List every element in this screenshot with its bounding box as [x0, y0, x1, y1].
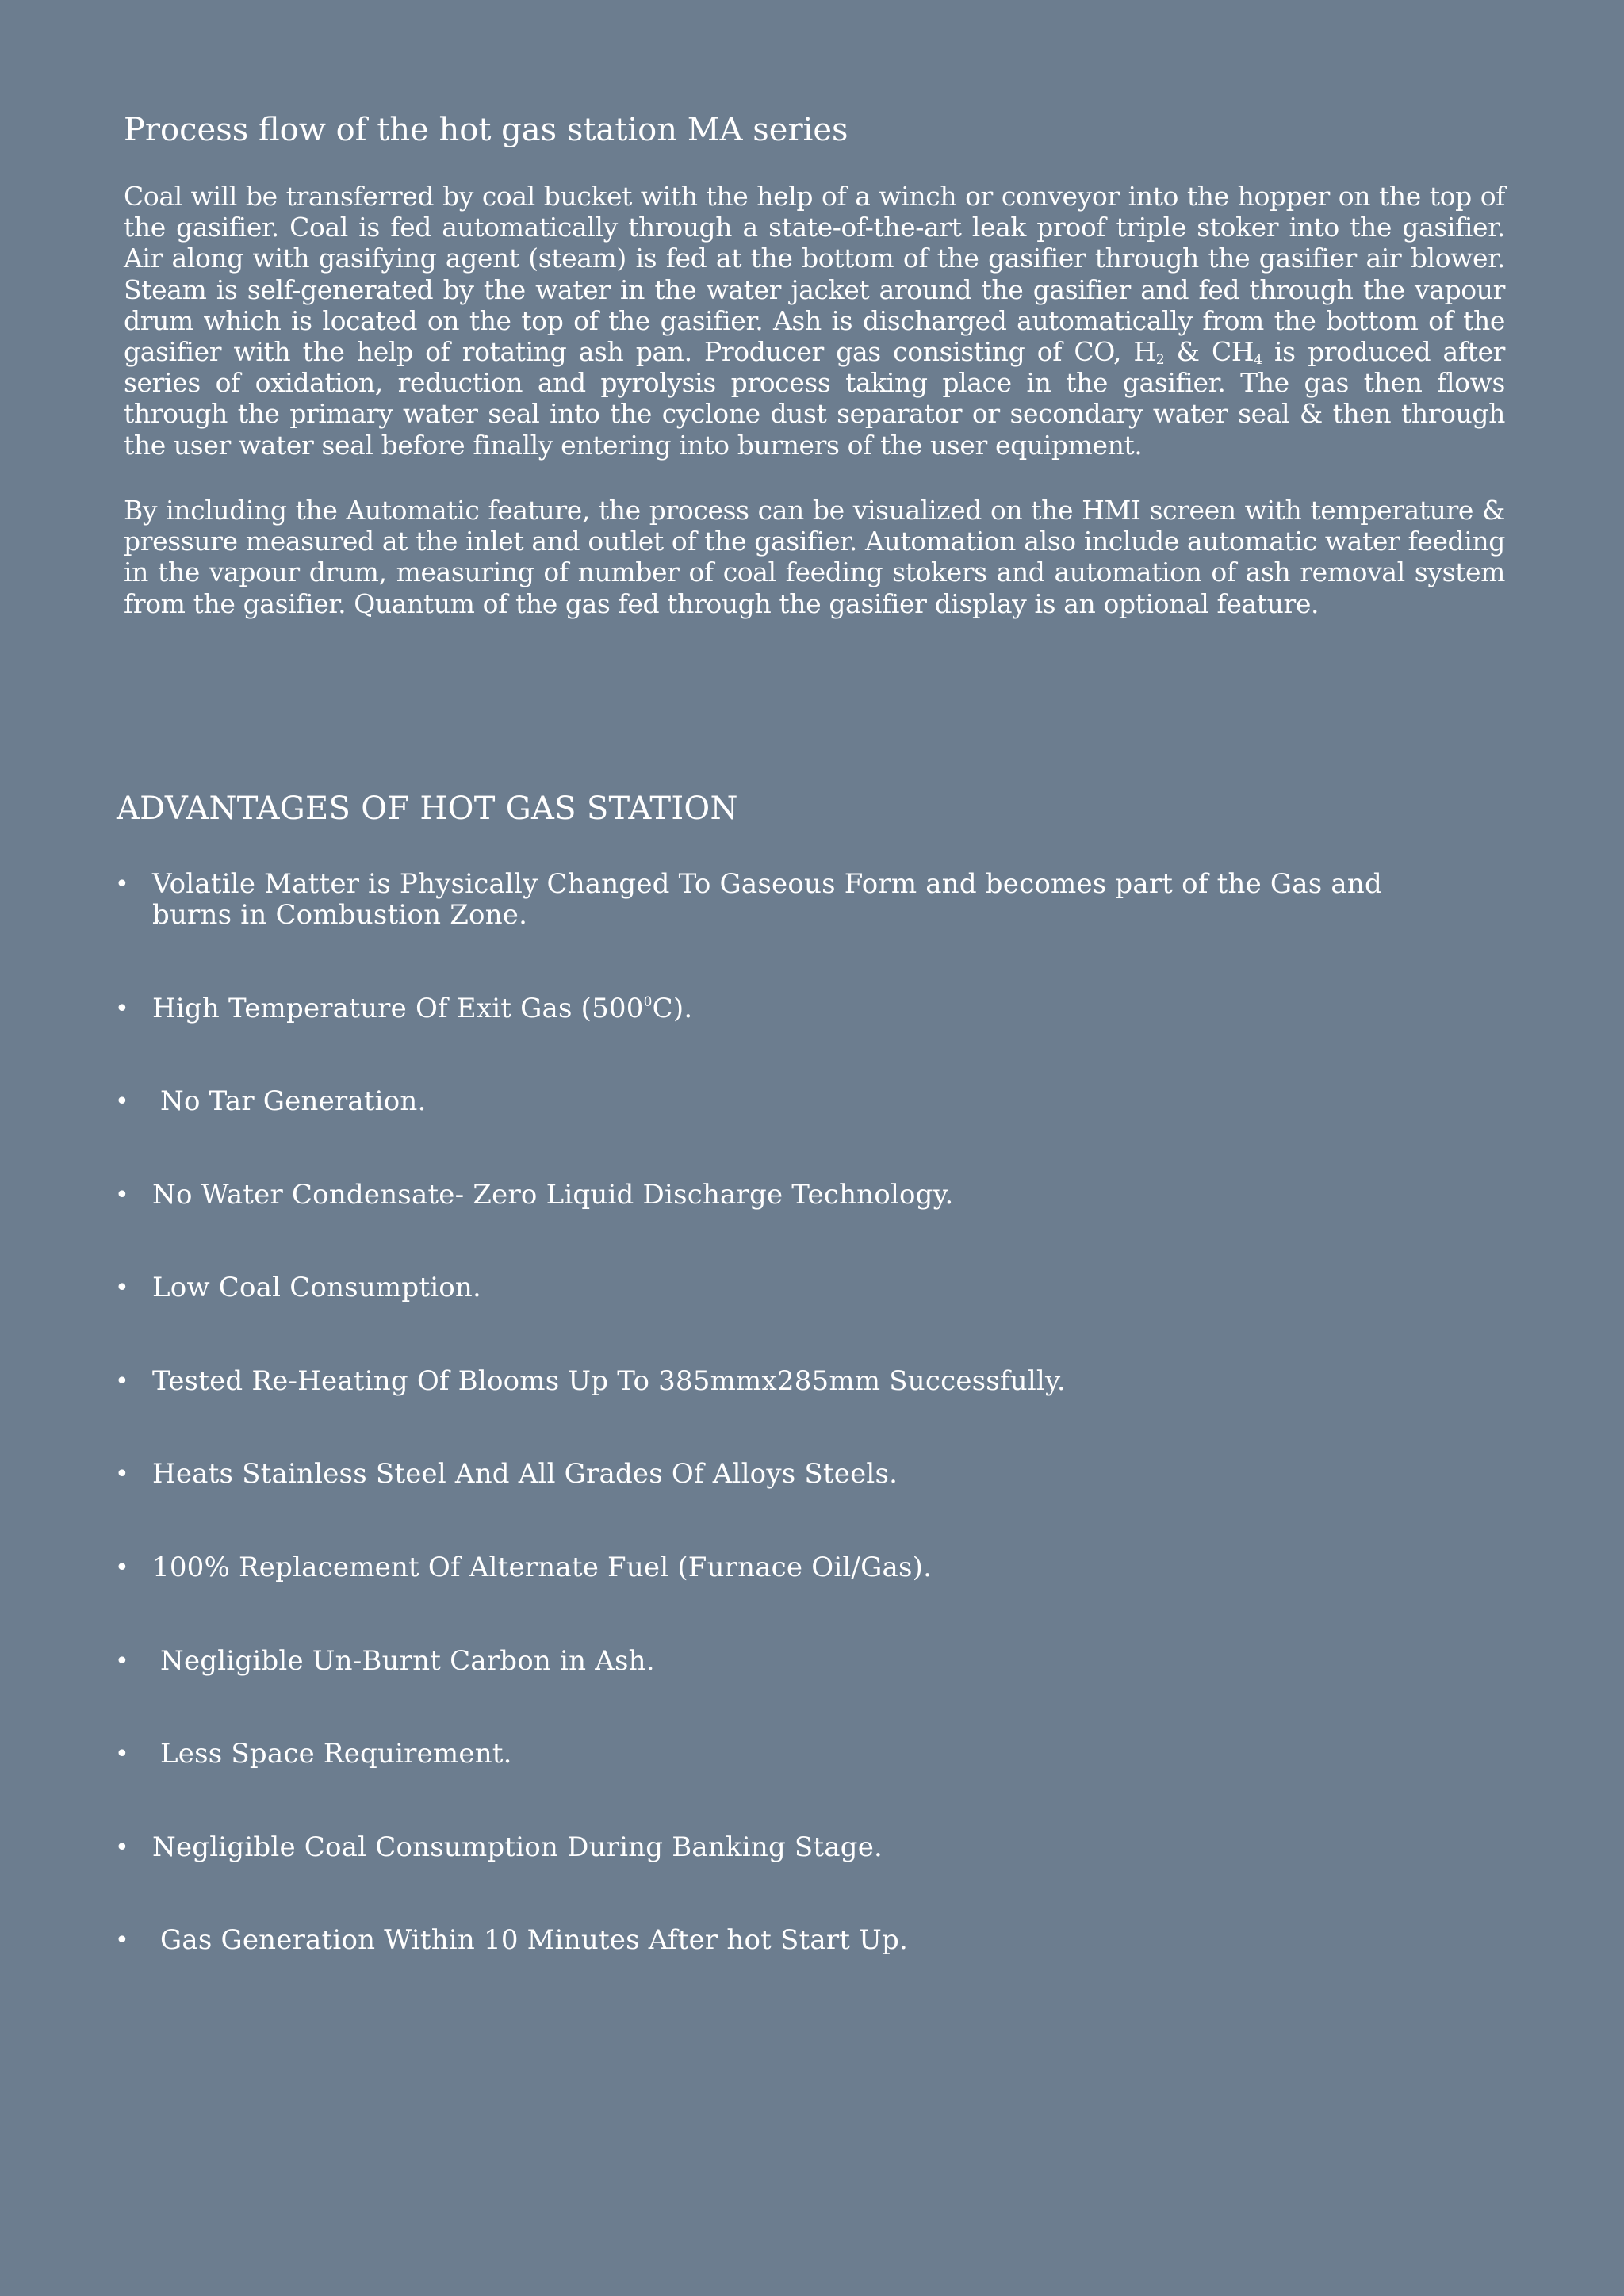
advantage-text-end: C).	[652, 993, 693, 1024]
advantage-text: Low Coal Consumption.	[152, 1272, 482, 1303]
advantage-text: Gas Generation Within 10 Minutes After hot Start Up.	[160, 1924, 908, 1956]
advantage-text: Tested Re-Heating Of Blooms Up To 385mmx285mm Successfully.	[152, 1365, 1066, 1397]
bullet-icon: •	[115, 995, 129, 1023]
process-flow-title: Process flow of the hot gas station MA series	[124, 112, 848, 148]
advantage-text: 100% Replacement Of Alternate Fuel (Furnace Oil/Gas).	[152, 1552, 933, 1583]
bullet-icon: •	[115, 1647, 129, 1675]
advantage-text: Negligible Un-Burnt Carbon in Ash.	[160, 1645, 655, 1677]
advantage-text: Less Space Requirement.	[160, 1738, 512, 1770]
advantage-text: Negligible Coal Consumption During Banking Stage.	[152, 1831, 883, 1863]
ch4-subscript: 4	[1254, 352, 1262, 369]
bullet-icon: •	[115, 1554, 129, 1582]
paragraph-1-text-start: Coal will be transferred by coal bucket with the help of a winch or conveyor into the hopper on the top of the gasifier. Coal is fed automatically through a state-of-the-art leak proof triple stoker into the gasifier. Air along with gasifying agent (steam) is fed at the bottom of the gasifier through the gasifier air blower. Steam is self-generated by the water in the water jacket around the gasifier and fed through the vapour drum which is located on the top of the gasifier. Ash is discharged automatically from the bottom of the gasifier with the help of rotating ash pan. Producer gas consisting of CO, H	[124, 181, 1505, 368]
bullet-icon: •	[115, 1834, 129, 1862]
bullet-icon: •	[115, 1368, 129, 1395]
paragraph-1-text-end: is produced after series of oxidation, reduction and pyrolysis process taking place in the gasifier. The gas then flows through the primary water seal into the cyclone dust separator or secondary water seal & then through the user water seal before finally entering into burners of the user equipment.	[124, 336, 1505, 461]
advantage-text-start: High Temperature Of Exit Gas (500	[152, 993, 644, 1024]
bullet-icon: •	[115, 1460, 129, 1488]
bullet-icon: •	[115, 871, 129, 898]
bullet-icon: •	[115, 1927, 129, 1954]
h2-subscript: 2	[1155, 352, 1165, 369]
advantage-text: No Tar Generation.	[160, 1085, 427, 1117]
advantage-text: Volatile Matter is Physically Changed To Gaseous Form and becomes part of the Gas and burns in Combustion Zone.	[152, 868, 1382, 931]
process-flow-paragraph-1	[124, 181, 1505, 461]
advantage-text: No Water Condensate- Zero Liquid Discharge Technology.	[152, 1179, 954, 1211]
bullet-icon: •	[115, 1088, 129, 1115]
degree-superscript: 0	[643, 994, 653, 1010]
process-flow-paragraph-2: By including the Automatic feature, the process can be visualized on the HMI screen with temperature & pressure measured at the inlet and outlet of the gasifier. Automation also include automatic water feeding in the vapour drum, measuring of number of coal feeding stokers and automation of ash removal system from the gasifier. Quantum of the gas fed through the gasifier display is an optional feature.	[124, 495, 1505, 619]
bullet-icon: •	[115, 1740, 129, 1768]
bullet-icon: •	[115, 1274, 129, 1302]
advantages-title: ADVANTAGES OF HOT GAS STATION	[117, 790, 738, 827]
advantage-text: Heats Stainless Steel And All Grades Of Alloys Steels.	[152, 1458, 898, 1490]
advantage-text	[152, 993, 1453, 1024]
bullet-icon: •	[115, 1181, 129, 1209]
paragraph-1-text-middle: & CH	[1164, 336, 1254, 368]
